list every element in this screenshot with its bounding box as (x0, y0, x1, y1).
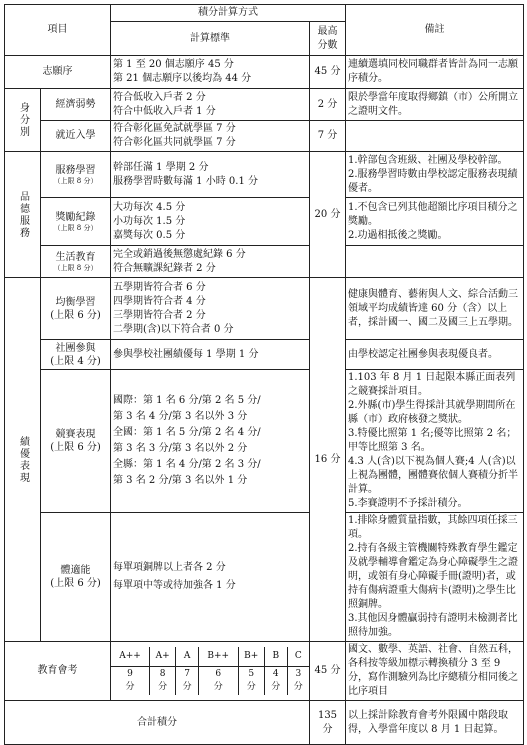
header-max (310, 22, 346, 56)
service-note-1: 1.幹部包含班級、社團及學校幹部。 (348, 154, 508, 166)
grade-label: A+ (150, 647, 176, 667)
club-standard (111, 340, 310, 370)
grade-points-text: 6 分 (213, 669, 223, 693)
grade-points-text: 3 分 (293, 669, 303, 693)
fitness-note-3: 3.其他因身體贏弱持有證明未檢測者比照待加強。 (348, 613, 518, 638)
total-max: 135 分 (310, 701, 346, 745)
exam-grades-table (111, 647, 309, 696)
balanced-label-cell (41, 278, 111, 340)
econ-std-1: 符合低收入戶者 2 分 (113, 91, 206, 103)
fitness-label-cell (41, 513, 111, 642)
volunteer-note: 連續選填同校同職群者皆計為同一志願序積分。 (346, 56, 524, 89)
service-std-2: 服務學習時數每滿 1 小時 0.1 分 (113, 175, 258, 187)
grade-label: B (264, 647, 287, 667)
award-std-3: 嘉獎每次 0.5 分 (113, 229, 186, 241)
competition-note-1: 1.103 年 8 月 1 日起限本縣正面表列之競賽採計項目。 (348, 372, 516, 397)
competition-std-6: 第 3 名 2 分/第 3 名以外 1 分 (113, 475, 248, 486)
header-remarks: 備註 (346, 5, 524, 56)
competition-label-cell (41, 370, 111, 513)
exam-note: 國文、數學、英語、社會、自然五科，各科按等級加標示轉換積分 3 至 9 分，寫作測驗列為比序總積分相同後之比序項目 (346, 642, 524, 701)
volunteer-standard (111, 56, 310, 89)
grade-label: A++ (111, 647, 150, 667)
competition-note (346, 370, 524, 513)
fitness-std-2: 每單項中等或待加強各 1 分 (113, 580, 236, 591)
competition-note-4: 4.3 人(含)以下視為個人賽;4 人(含)以上視為團體，團體賽依個人賽積分折半計算。 (348, 456, 518, 495)
econ-note: 限於學當年度取得鄉鎮（市）公所開立之證明文件。 (346, 89, 524, 121)
life-std-1: 完全或銷過後無懲處紀錄 6 分 (113, 248, 246, 260)
grade-label: B++ (198, 647, 238, 667)
exam-grades-cell (111, 642, 310, 701)
grade-points (111, 667, 150, 696)
econ-standard (111, 89, 310, 121)
service-label: 服務學習 (55, 164, 96, 176)
exam-max: 45 分 (310, 642, 346, 701)
balanced-std-2: 四學期皆符合者 4 分 (113, 295, 206, 307)
competition-note-5: 5.李賽證明不予採計積分。 (348, 498, 468, 509)
grade-points (150, 667, 176, 696)
grade-points-text: 8 分 (158, 669, 168, 693)
life-standard (111, 246, 310, 278)
life-label-cell (41, 246, 111, 278)
header-max-text: 最高分數 (317, 25, 338, 51)
award-limit: （上限 8 分） (53, 223, 98, 232)
award-label: 獎勵紀錄 (55, 211, 96, 223)
grade-label: B+ (238, 647, 264, 667)
fitness-std-1: 每單項銅牌以上者各 2 分 (113, 562, 226, 573)
nearby-std-1: 符合彰化區免試就學區 7 分 (113, 123, 236, 134)
fitness-label: 體適能 (60, 565, 91, 576)
total-note: 以上採計除教育會考外限國中階段取得，入學當年度以 8 月 1 日起算。 (346, 701, 524, 745)
award-std-1: 大功每次 4.5 分 (113, 201, 186, 213)
nearby-label: 就近入學 (41, 121, 111, 152)
nearby-max: 7 分 (310, 121, 346, 152)
header-standard: 計算標準 (111, 22, 310, 56)
moral-label: 品德服務 (17, 190, 29, 239)
award-std-2: 小功每次 1.5 分 (113, 215, 186, 227)
identity-label-cell (5, 89, 41, 152)
fitness-note (346, 513, 524, 642)
award-label-cell (41, 198, 111, 246)
service-note-2: 2.服務學習時數由學校認定服務表現績優者。 (348, 168, 518, 194)
identity-label: 身分別 (17, 102, 29, 138)
volunteer-std-2: 第 21 個志願序以後均為 44 分 (113, 73, 252, 84)
service-note (346, 152, 524, 198)
balanced-note: 健康與體育、藝術與人文、綜合活動三領域平均成績皆達 60 分（含）以上者，採計國一、國二及國三上五學期。 (346, 278, 524, 340)
volunteer-max: 45 分 (310, 56, 346, 89)
grade-points-text: 4 分 (271, 669, 281, 693)
competition-std-3: 全國：第 1 名 5 分/第 2 名 4 分/ (113, 427, 261, 438)
fitness-standard (111, 513, 310, 642)
merit-label: 績優表現 (17, 435, 29, 484)
moral-label-cell (5, 152, 41, 278)
balanced-std-3: 三學期皆符合者 2 分 (113, 309, 206, 321)
header-group: 積分計算方式 (111, 5, 346, 22)
grade-points-text: 5 分 (246, 669, 256, 693)
grade-points-text: 7 分 (182, 669, 192, 693)
balanced-std-1: 五學期皆符合者 6 分 (113, 281, 206, 293)
grade-points (287, 667, 309, 696)
club-note: 由學校認定社團參與表現優良者。 (346, 340, 524, 370)
header-item: 項目 (5, 5, 111, 56)
volunteer-label: 志願序 (5, 56, 111, 89)
merit-label-cell (5, 278, 41, 642)
econ-label: 經濟弱勢 (41, 89, 111, 121)
life-std-2: 符合無曠課紀錄者 2 分 (113, 262, 216, 274)
life-note (346, 246, 524, 278)
grade-points (264, 667, 287, 696)
grade-points (238, 667, 264, 696)
balanced-std-4: 二學期(含)以下符合者 0 分 (113, 323, 234, 335)
award-note (346, 198, 524, 246)
service-standard (111, 152, 310, 198)
competition-limit: (上限 6 分) (50, 442, 101, 453)
balanced-standard (111, 278, 310, 340)
competition-std-2: 第 3 名 4 分/第 3 名以外 3 分 (113, 411, 248, 422)
merit-max: 16 分 (310, 278, 346, 642)
club-std-1: 參與學校社團績優每 1 學期 1 分 (113, 348, 259, 360)
award-note-2: 2.功過相抵後之獎勵。 (348, 229, 448, 241)
competition-label: 競賽表現 (55, 429, 96, 440)
econ-max: 2 分 (310, 89, 346, 121)
competition-std-4: 第 3 名 3 分/第 3 名以外 2 分 (113, 443, 248, 454)
competition-std-1: 國際：第 1 名 6 分/第 2 名 5 分/ (113, 395, 261, 406)
service-std-1: 幹部任滿 1 學期 2 分 (113, 161, 209, 173)
nearby-std-2: 符合彰化區共同就學區 7 分 (113, 137, 236, 148)
award-note-1: 1.不包含已列其他超額比序項目積分之獎勵。 (348, 201, 518, 227)
grade-points-text: 9 分 (125, 669, 135, 693)
total-label: 合計積分 (5, 701, 310, 745)
moral-max: 20 分 (310, 152, 346, 278)
fitness-limit: (上限 6 分) (50, 578, 101, 589)
competition-note-3: 3.特優比照第 1 名;優等比照第 2 名；甲等比照第 3 名。 (348, 428, 517, 453)
competition-note-2: 2.外縣(市)學生得採計其就學期間所在縣（市）政府核發之獎狀。 (348, 400, 516, 425)
club-label: 社團參與 (55, 342, 96, 354)
grade-label: C (287, 647, 309, 667)
competition-std-5: 全縣：第 1 名 4 分/第 2 名 3 分/ (113, 459, 261, 470)
club-limit: (上限 4 分) (50, 355, 101, 367)
fitness-note-1: 1.排除身體質量指數，其餘四項任採三項。 (348, 515, 518, 540)
balanced-limit: (上限 6 分) (50, 309, 101, 321)
grade-points (198, 667, 238, 696)
nearby-note (346, 121, 524, 152)
volunteer-std-1: 第 1 至 20 個志願序 45 分 (113, 59, 234, 70)
exam-label: 教育會考 (5, 642, 111, 701)
competition-standard (111, 370, 310, 513)
points-table (4, 4, 524, 745)
life-limit: （上限 8 分） (53, 263, 98, 272)
balanced-label: 均衡學習 (55, 296, 96, 308)
service-limit: （上限 8 分） (53, 176, 98, 185)
award-standard (111, 198, 310, 246)
nearby-standard (111, 121, 310, 152)
fitness-note-2: 2.持有各級主管機關特殊教育學生鑑定及就學輔導會鑑定為身心障礙學生之證明，或領有身心障礙手冊(證明)者，或持有傷病證重大傷病卡(證明)之學生比照銅牌。 (348, 543, 518, 610)
econ-std-2: 符合中低收入戶者 1 分 (113, 105, 216, 117)
grade-label: A (176, 647, 199, 667)
grade-points (176, 667, 199, 696)
life-label: 生活教育 (55, 251, 96, 263)
club-label-cell (41, 340, 111, 370)
service-label-cell (41, 152, 111, 198)
